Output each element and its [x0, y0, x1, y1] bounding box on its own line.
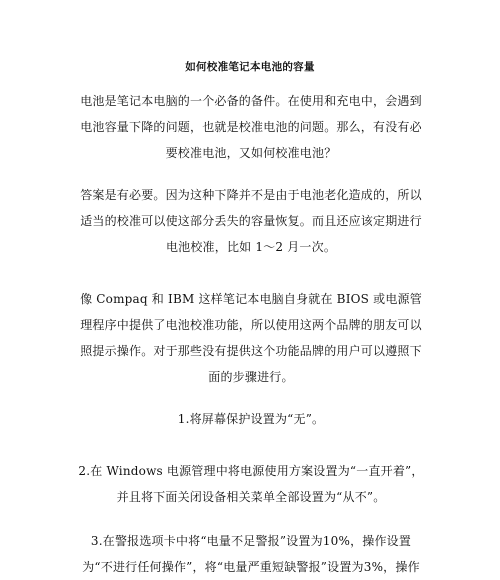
step-1: 1.将屏幕保护设置为“无”。: [177, 412, 325, 426]
document-title: 如何校准笔记本电池的容量: [185, 61, 315, 73]
paragraph-intro: 电池是笔记本电脑的一个必备的备件。在使用和充电中，会遇到电池容量下降的问题，也就是校准电池的问题。那么，有没有必要校准电池，又如何校准电池？: [80, 94, 422, 160]
paragraph-answer: 答案是有必要。因为这种下降并不是由于电池老化造成的，所以适当的校准可以使这部分丢失的容量恢复。而且还应该定期进行电池校准，比如 1～2 月一次。: [80, 188, 422, 254]
step-2: 2.在 Windows 电源管理中将电源使用方案设置为“一直开着”，并且将下面关闭设备相关菜单全部设置为“从不”。: [78, 464, 424, 504]
paragraph-brands: 像 Compaq 和 IBM 这样笔记本电脑自身就在 BIOS 或电源管理程序中提供了电池校准功能，所以使用这两个品牌的朋友可以照提示操作。对于那些没有提供这个功能品牌的用户可以遵照下面的步骤进行。: [80, 292, 422, 384]
step-3: 3.在警报选项卡中将“电量不足警报”设置为10%，操作设置为“不进行任何操作”，将“电量严重短缺警报”设置为3%，操作: [82, 534, 420, 574]
